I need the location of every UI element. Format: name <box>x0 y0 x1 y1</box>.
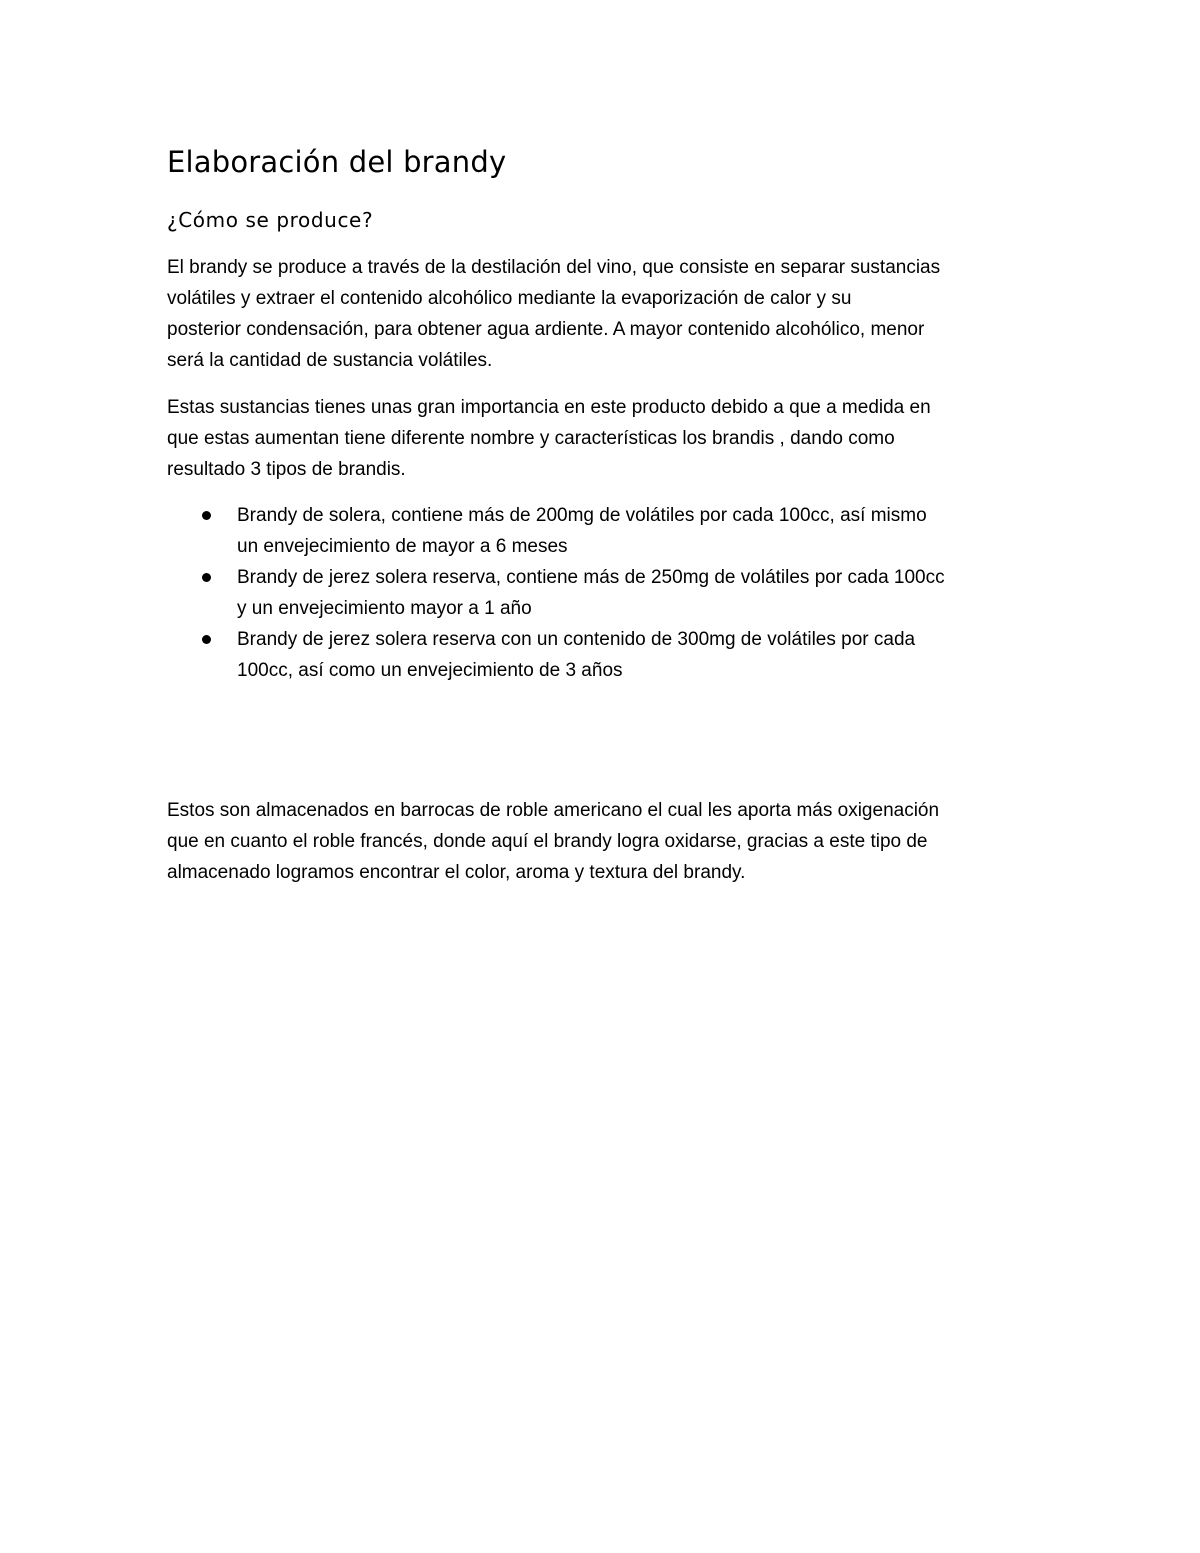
text-line: Brandy de solera, contiene más de 200mg de volátiles por cada 100cc, así mismo <box>237 505 927 526</box>
list-item <box>167 562 1047 624</box>
paragraph-production <box>167 252 1047 376</box>
text-line: 100cc, así como un envejecimiento de 3 años <box>237 660 623 681</box>
text-line: que estas aumentan tiene diferente nombre y características los brandis , dando como <box>167 428 895 449</box>
text-line: volátiles y extraer el contenido alcohólico mediante la evaporización de calor y su <box>167 288 852 309</box>
text-line: será la cantidad de sustancia volátiles. <box>167 350 493 371</box>
section-heading: ¿Cómo se produce? <box>167 208 374 232</box>
text-line: que en cuanto el roble francés, donde aquí el brandy logra oxidarse, gracias a este tipo de <box>167 831 928 852</box>
text-line: Estos son almacenados en barrocas de roble americano el cual les aporta más oxigenación <box>167 800 940 821</box>
text-line: posterior condensación, para obtener agua ardiente. A mayor contenido alcohólico, menor <box>167 319 925 340</box>
text-line: un envejecimiento de mayor a 6 meses <box>237 536 568 557</box>
text-line: Brandy de jerez solera reserva, contiene más de 250mg de volátiles por cada 100cc <box>237 567 945 588</box>
text-line: Brandy de jerez solera reserva con un contenido de 300mg de volátiles por cada <box>237 629 916 650</box>
list-item <box>167 624 1047 686</box>
paragraph-storage <box>167 795 1047 888</box>
text-line: Estas sustancias tienes unas gran importancia en este producto debido a que a medida en <box>167 397 931 418</box>
text-line: almacenado logramos encontrar el color, aroma y textura del brandy. <box>167 862 746 883</box>
list-item <box>167 500 1047 562</box>
text-line: El brandy se produce a través de la destilación del vino, que consiste en separar sustancias <box>167 257 941 278</box>
text-line: resultado 3 tipos de brandis. <box>167 459 406 480</box>
document-title: Elaboración del brandy <box>167 145 507 179</box>
paragraph-importance <box>167 392 1047 485</box>
brandy-types-list <box>167 500 1047 686</box>
bullet-icon <box>202 573 211 582</box>
bullet-icon <box>202 511 211 520</box>
bullet-icon <box>202 635 211 644</box>
text-line: y un envejecimiento mayor a 1 año <box>237 598 532 619</box>
